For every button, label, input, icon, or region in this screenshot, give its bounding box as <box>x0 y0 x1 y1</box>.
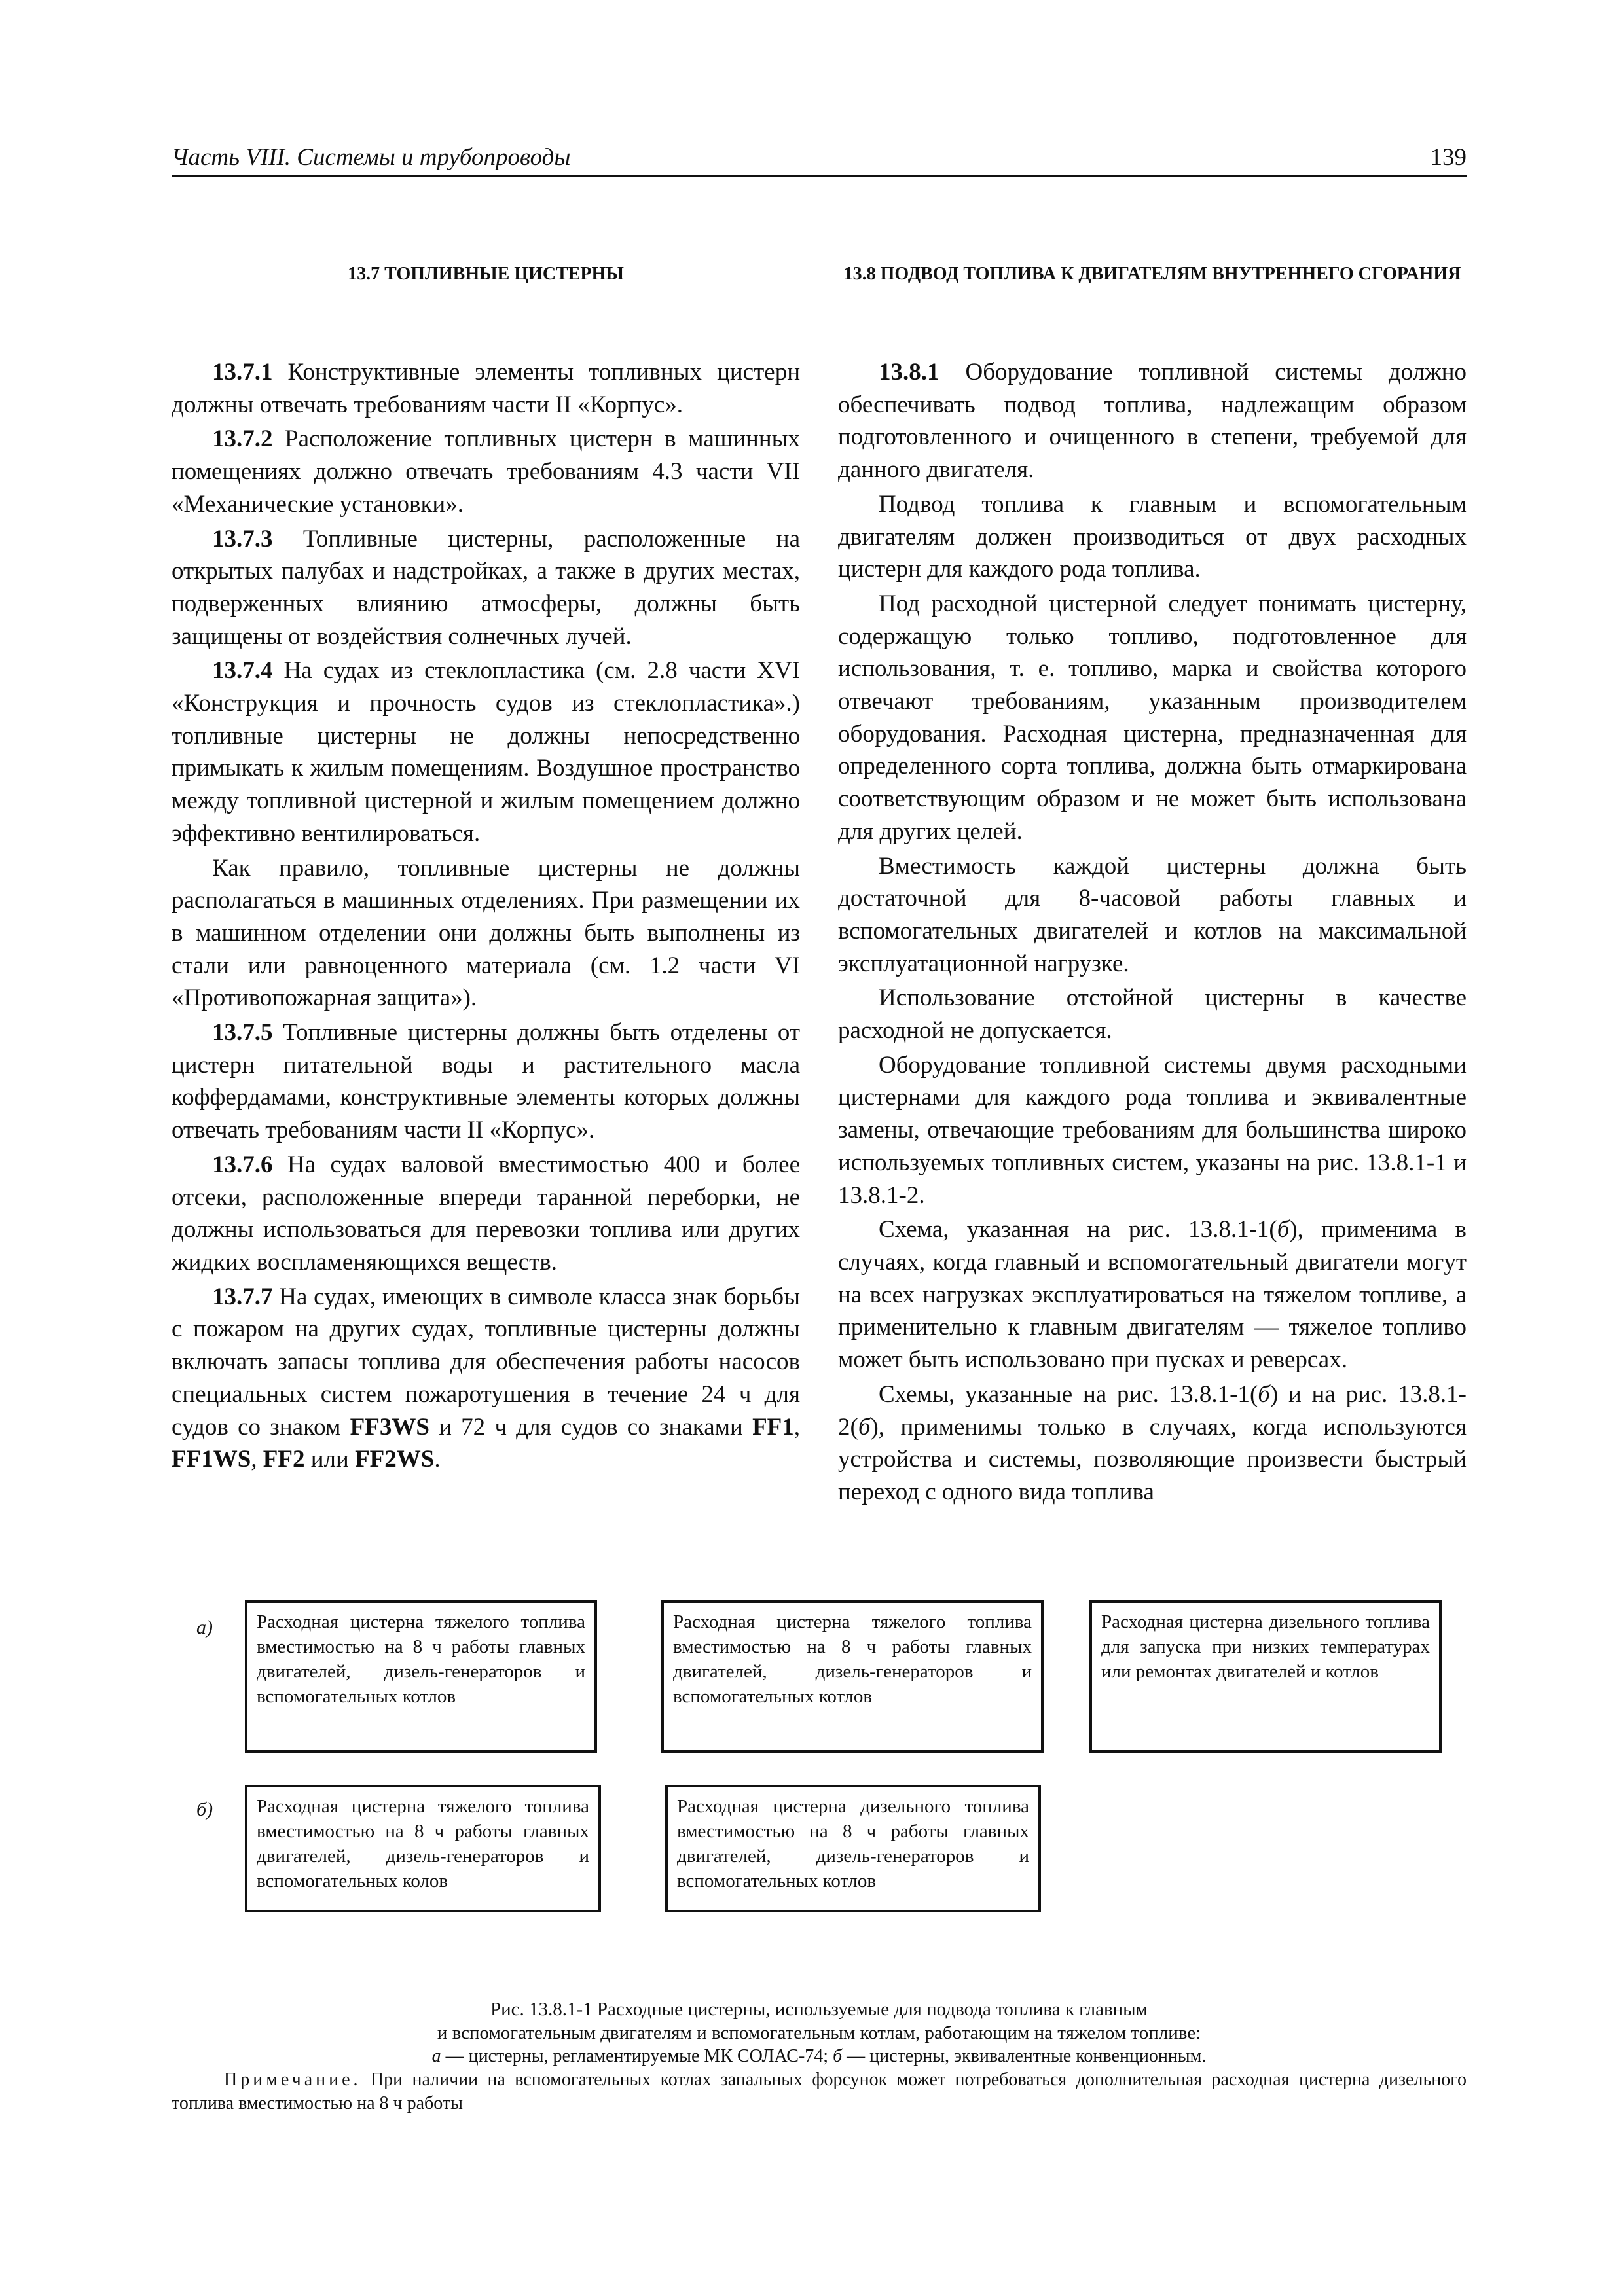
right-paragraph-3 <box>838 588 1467 848</box>
left-paragraph-5 <box>172 852 800 1015</box>
right-paragraph-1 <box>838 356 1467 486</box>
right-paragraphs <box>838 356 1467 1509</box>
section-heading-13-7: 13.7 ТОПЛИВНЫЕ ЦИСТЕРНЫ <box>348 264 624 284</box>
row-label-a: а) <box>196 1617 213 1638</box>
paragraph-end: . <box>434 1446 441 1473</box>
legend-key-b: б <box>833 2046 843 2066</box>
running-title: Часть VIII. Системы и трубопроводы <box>172 144 571 171</box>
paragraph-text: Как правило, топливные цистерны не должны располагаться в машинных отделениях. При размещении их в машинном отделении они должны быть выполнены из стали или равноценного материала (см. 1.2 части VI «Противопожарная защита»). <box>172 854 800 1012</box>
legend-text-b: — цистерны, эквивалентные конвенционным. <box>842 2046 1207 2066</box>
paragraph-number: 13.7.6 <box>212 1151 273 1178</box>
separator: , <box>793 1413 801 1441</box>
paragraph-text: Подвод топлива к главным и вспомогательным двигателям должен производиться от двух расходных цистерн для каждого рода топлива. <box>838 490 1467 583</box>
paragraph-number: 13.7.1 <box>212 359 273 386</box>
paragraph-number: 13.8.1 <box>879 359 939 386</box>
figure-caption <box>172 1998 1467 2115</box>
paragraph-text: Оборудование топливной системы двумя расходными цистернами для каждого рода топлива и эквивалентные замены, отвечающие требованиям для большинства широко используемых топливных систем, указаны на рис. 13.8.1-1 и 13.8.1-2. <box>838 1051 1467 1209</box>
legend-text-a: — цистерны, регламентируемые МК СОЛАС-74; <box>441 2046 833 2066</box>
note-label: Примечание. <box>224 2070 361 2090</box>
page-number: 139 <box>1430 144 1467 171</box>
paragraph-text: Под расходной цистерной следует понимать цистерну, содержащую только топливо, подготовленное для использования, т. е. топливо, марка и свойства которого отвечают требованиям, указанным производителем оборудования. Расходная цистерна, предназначенная для определенного сорта топлива, должна быть отмаркирована соответствующим образом и не может быть использована для других целей. <box>838 590 1467 845</box>
left-paragraph-3 <box>172 523 800 653</box>
paragraph-text: На судах из стеклопластика (см. 2.8 части XVI «Конструкция и прочность судов из стеклопластика».) топливные цистерны не должны непосредственно примыкать к жилым помещениям. Воздушное пространство между топливной цистерной и жилым помещением должно эффективно вентилироваться. <box>172 657 800 847</box>
left-paragraph-6 <box>172 1016 800 1147</box>
header-rule <box>172 175 1467 177</box>
paragraph-scheme-1 <box>838 1213 1467 1376</box>
tank-box-heavy-fuel-b: Расходная цистерна тяжелого топлива вместимостью на 8 ч работы главных двигателей, дизель-генераторов и вспомогательных колов <box>245 1785 601 1912</box>
tank-box-heavy-fuel-equivalent-a: Расходная цистерна тяжелого топлива вместимостью на 8 ч работы главных двигателей, дизель-генераторов и вспомогательных котлов <box>661 1600 1044 1753</box>
left-paragraph-2 <box>172 423 800 520</box>
paragraph-number: 13.7.2 <box>212 425 273 453</box>
paragraph-text: или <box>304 1446 356 1473</box>
paragraph-text: Топливные цистерны должны быть отделены от цистерн питательной воды и растительного масла коффердамами, конструктивные элементы которых должны отвечать требованиям части II «Корпус». <box>172 1019 800 1144</box>
row-label-b: б) <box>196 1799 213 1820</box>
figure-variant: б <box>858 1413 871 1441</box>
running-header <box>172 139 1467 175</box>
paragraph-text: На судах, имеющих в символе класса знак борьбы с пожаром на других судах, топливные цистерны должны включать запасы топлива для обеспечения работы насосов специальных систем пожаротушения в течение 24 ч для судов со знаком <box>172 1283 800 1441</box>
class-mark: FF2WS <box>355 1446 435 1473</box>
left-paragraph-7 <box>172 1149 800 1279</box>
left-paragraph-1 <box>172 356 800 421</box>
paragraph-number: 13.7.4 <box>212 657 273 685</box>
right-paragraph-5 <box>838 982 1467 1047</box>
legend-key-a: а <box>431 2046 441 2066</box>
tank-box-heavy-fuel-a: Расходная цистерна тяжелого топлива вместимостью на 8 ч работы главных двигателей, дизель-генераторов и вспомогательных котлов <box>245 1600 597 1753</box>
class-mark: FF1 <box>752 1413 794 1441</box>
class-mark: FF2 <box>263 1446 305 1473</box>
paragraph-number: 13.7.5 <box>212 1019 273 1047</box>
paragraph-text: Расположение топливных цистерн в машинных помещениях должно отвечать требованиям 4.3 части VII «Механические установки». <box>172 425 800 518</box>
caption-line-1: Рис. 13.8.1-1 Расходные цистерны, используемые для подвода топлива к главным <box>490 1999 1148 2020</box>
paragraph-text: и 72 ч для судов со знаками <box>429 1413 753 1441</box>
caption-legend <box>172 2045 1467 2068</box>
class-mark: FF1WS <box>172 1446 251 1473</box>
right-paragraph-2 <box>838 488 1467 586</box>
paragraph-text: Оборудование топливной системы должно обеспечивать подвод топлива, надлежащим образом подготовленного и очищенного в степени, требуемой для данного двигателя. <box>838 359 1467 484</box>
paragraph-text: Топливные цистерны, расположенные на открытых палубах и надстройках, а также в других местах, подверженных влиянию атмосферы, должны быть защищены от воздействия солнечных лучей. <box>172 525 800 650</box>
tank-box-diesel-b: Расходная цистерна дизельного топлива вместимостью на 8 ч работы главных двигателей, дизель-генераторов и вспомогательных котлов <box>665 1785 1041 1912</box>
right-column <box>838 262 1467 1511</box>
left-paragraph-4 <box>172 655 800 850</box>
figure-variant: б <box>1277 1216 1290 1244</box>
left-paragraphs <box>172 356 800 1476</box>
paragraph-text: ) и на рис. 13.8.1-2( <box>838 1380 1467 1441</box>
paragraph-text: Вместимость каждой цистерны должна быть достаточной для 8-часовой работы главных и вспомогательных двигателей и котлов на максимальной эксплуатационной нагрузке. <box>838 852 1467 977</box>
figure-variant: б <box>1258 1380 1270 1408</box>
note-text: При наличии на вспомогательных котлах запальных форсунок может потребоваться дополнительная расходная цистерна дизельного топлива вместимостью на 8 ч работы <box>172 2070 1467 2113</box>
paragraph-text: Использование отстойной цистерны в качестве расходной не допускается. <box>838 984 1467 1045</box>
section-heading-13-8: 13.8 ПОДВОД ТОПЛИВА К ДВИГАТЕЛЯМ ВНУТРЕННЕГО СГОРАНИЯ <box>843 264 1461 284</box>
paragraph-text: ), применима в случаях, когда главный и вспомогательный двигатели могут на всех нагрузках эксплуатироваться на тяжелом топливе, а применительно к главным двигателям — тяжелое топливо может быть использовано при пусках и реверсах. <box>838 1216 1467 1374</box>
tank-box-diesel-startup-a: Расходная цистерна дизельного топлива для запуска при низких температурах или ремонтах двигателей и котлов <box>1089 1600 1442 1753</box>
left-column <box>172 262 800 1478</box>
paragraph-number: 13.7.7 <box>212 1283 273 1310</box>
paragraph-text: Схемы, указанные на рис. 13.8.1-1( <box>879 1380 1258 1408</box>
class-mark: FF3WS <box>350 1413 429 1441</box>
caption-line-2: и вспомогательным двигателям и вспомогательным котлам, работающим на тяжелом топливе: <box>437 2022 1201 2043</box>
paragraph-text: Конструктивные элементы топливных цистерн должны отвечать требованиям части II «Корпус». <box>172 359 800 418</box>
separator: , <box>251 1446 263 1473</box>
paragraph-number: 13.7.3 <box>212 525 273 552</box>
right-paragraph-4 <box>838 850 1467 980</box>
paragraph-scheme-2 <box>838 1378 1467 1509</box>
paragraph-text: ), применимы только в случаях, когда используются устройства и системы, позволяющие произвести быстрый переход с одного вида топлива <box>838 1413 1467 1505</box>
caption-note <box>172 2068 1467 2115</box>
paragraph-13-7-7 <box>172 1281 800 1476</box>
right-paragraph-6 <box>838 1049 1467 1212</box>
paragraph-text: Схема, указанная на рис. 13.8.1-1( <box>879 1216 1277 1244</box>
paragraph-text: На судах валовой вместимостью 400 и более отсеки, расположенные впереди таранной переборки, не должны использоваться для перевозки топлива или других жидких воспламеняющихся веществ. <box>172 1151 800 1276</box>
